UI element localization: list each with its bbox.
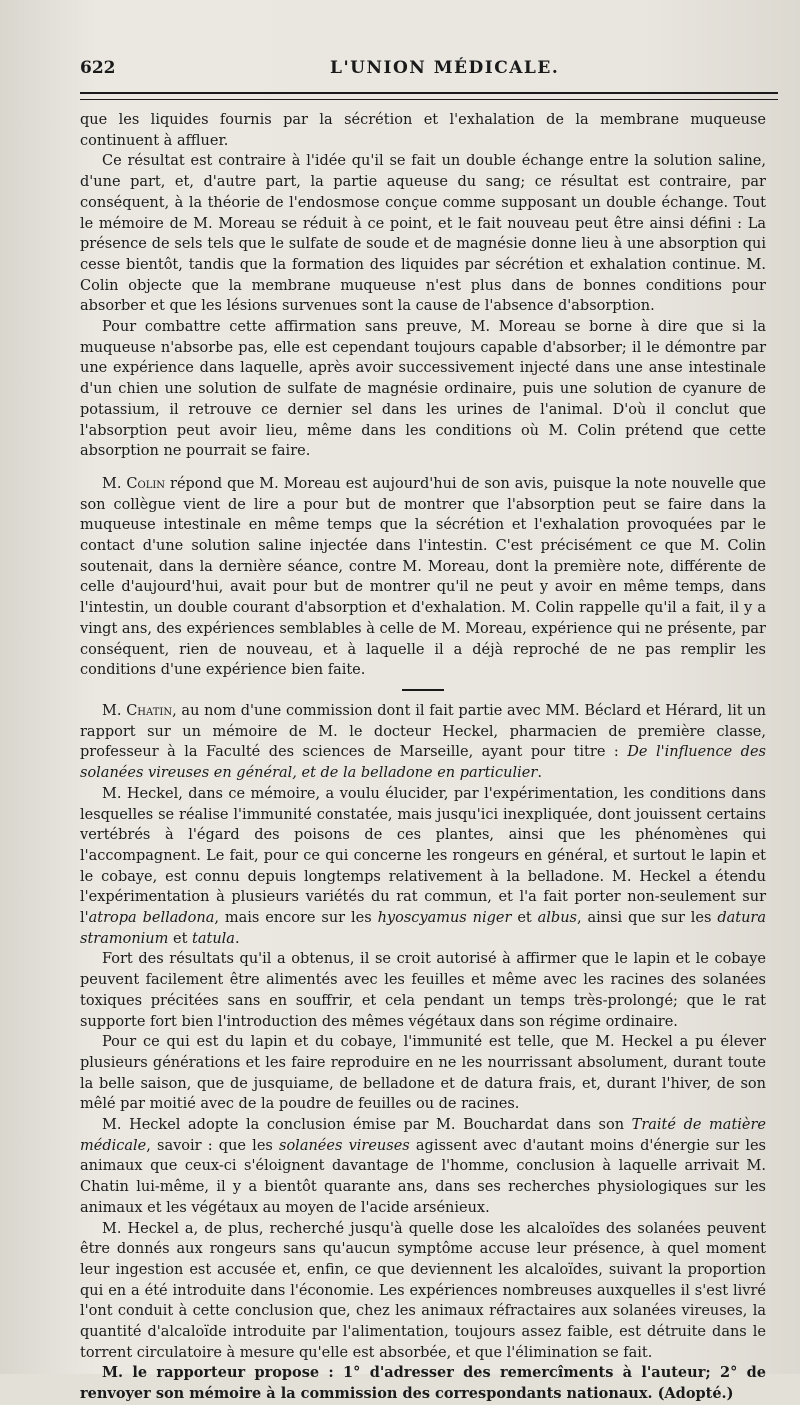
plant-name: datura stramonium [80,910,766,947]
running-title: L'UNION MÉDICALE. [330,58,560,78]
page-number: 622 [80,58,116,78]
paragraph-text: et [511,910,538,927]
plant-name: solanées vireuses [279,1137,410,1154]
speaker-name: Chatin [126,702,173,719]
paragraph [80,1115,766,1219]
page-header [80,58,766,88]
paragraph-text: . [234,930,240,947]
paragraph-gap [80,462,766,474]
plant-name: tatula [192,930,235,947]
plant-name: albus [537,910,577,927]
section-separator [402,689,444,691]
paragraph: Ce résultat est contraire à l'idée qu'il se fait un double échange entre la solution saline, d'une part, et, d'autre part, la partie aqueuse du sang; ce résultat est contraire, par conséquent, à la théorie de l'endosmose conçue comme supposant un double échange. Tout le mémoire de M. Moreau se réduit à ce point, et le fait nouveau peut être ainsi défini : La présence de sels tels que le sulfate de soude et de magnésie donne lieu à une absorption qui cesse bientôt, tandis que la formation des liquides par sécrétion et exhalation continue. M. Colin objecte que la membrane muqueuse n'est plus dans de bonnes conditions pour absorber et que les lésions survenues sont la cause de l'absence d'absorption. [80,153,766,315]
paragraph: M. Heckel a, de plus, recherché jusqu'à quelle dose les alcaloïdes des solanées peuvent être donnés aux rongeurs sans qu'aucun symptôme accuse leur présence, à quel moment leur ingestion est accusée et, enfin, ce que deviennent les alcaloïdes, suivant la proportion qui en a été introduite dans l'économie. Les expériences nombreuses auxquelles il s'est livré l'ont conduit à cette conclusion que, chez les animaux réfractaires aux solanées vireuses, la quantité d'alcaloïde introduite par l'alimentation, toujours assez faible, est détruite dans le torrent circulatoire à mesure qu'elle est absorbée, et que l'élimination se fait. [80,1220,766,1361]
paragraph: Fort des résultats qu'il a obtenus, il se croit autorisé à affirmer que le lapin et le cobaye peuvent facilement être alimentés avec les feuilles et même avec les racines des solanées toxiques précitées sans en souffrir, et cela pendant un temps très-prolongé; que le rat supporte fort bien l'introduction des mêmes végétaux dans son régime ordinaire. [80,951,766,1030]
book-title: Traité de matière médicale [80,1117,767,1154]
paragraph-colin: M. Colin répond que M. Moreau est aujourd'hui de son avis, puisque la note nouvelle que son collègue vient de lire a pour but de montrer que l'absorption peut se faire dans la muqueuse intestinale en même temps que la sécrétion et l'exhalation provoquées par le contact d'une solution saline injectée dans l'intestin. C'est précisément ce que M. Colin soutenait, dans la dernière séance, contre M. Moreau, dont la première note, différente de celle d'aujourd'hui, avait pour but de montrer qu'il ne peut y avoir en même temps, dans l'intestin, un double courant d'absorption et d'exhalation. M. Colin rappelle qu'il a fait, il y a vingt ans, des expériences semblables à celle de M. Moreau, expérience qui ne présente, par conséquent, rien de nouveau, et à laquelle il a déjà reproché de ne pas remplir les conditions d'une expérience bien faite. [80,475,766,679]
article-body [80,110,766,1405]
memoir-title: De l'influence des solanées vireuses en général, et de la belladone en particulier [80,744,766,782]
paragraph: que les liquides fournis par la sécrétion et l'exhalation de la membrane muqueuse continuent à affluer. [80,112,766,149]
paragraph-chatin: M. Chatin, au nom d'une commission dont il fait partie avec MM. Béclard et Hérard, lit un rapport sur un mémoire de M. le docteur Heckel, pharmacien de première classe, professeur à la Faculté des sciences de Marseille, ayant pour titre : De l'influence des solanées vireuses en général, et de la belladone en particulier. [80,702,766,782]
paragraph-text: , au nom d'une commission dont il fait partie avec MM. Béclard et Hérard, lit un rapport sur un mémoire de M. le docteur Heckel, pharmacien de première classe, professeur à la Faculté des sciences de Marseille, ayant pour titre : [80,702,766,761]
paragraph [80,784,766,950]
speaker-name: Colin [126,475,166,492]
paragraph-text: , savoir : que les [146,1137,280,1154]
paragraph-conclusion: M. le rapporteur propose : 1° d'adresser des remercîments à l'auteur; 2° de renvoyer son mémoire à la commission des correspondants nationaux. (Adopté.) [80,1364,766,1403]
paragraph: Pour ce qui est du lapin et du cobaye, l'immunité est telle, que M. Heckel a pu élever plusieurs générations et les faire reproduire en ne les nourrissant absolument, durant toute la belle saison, que de jusquiame, de belladone et de datura frais, et, durant l'hiver, de son mêlé par moitié avec de la poudre de feuilles ou de racines. [80,1034,766,1113]
paragraph-text: répond que M. Moreau est aujourd'hui de son avis, puisque la note nouvelle que son collègue vient de lire a pour but de montrer que l'absorption peut se faire dans la muqueuse intestinale en même temps que la sécrétion et l'exhalation provoquées par le contact d'une solution saline injectée dans l'intestin. C'est précisément ce que M. Colin soutenait, dans la dernière séance, contre M. Moreau, dont la première note, différente de celle d'aujourd'hui, avait pour but de montrer qu'il ne peut y avoir en même temps, dans l'intestin, un double courant d'absorption et d'exhalation. M. Colin rappelle qu'il a fait, il y a vingt ans, des expériences semblables à celle de M. Moreau, expérience qui ne présente, par conséquent, rien de nouveau, et à laquelle il a déjà reproché de ne pas remplir les conditions d'une expérience bien faite. [80,475,766,679]
plant-name: hyoscyamus niger [377,910,512,927]
paragraph-text: agissent avec d'autant moins d'énergie sur les animaux que ceux-ci s'éloignent davantage de l'homme, conclusion à laquelle arrivait M. Chatin lui-même, il y a bientôt quarante ans, dans ses recherches physiologiques sur les animaux et les végétaux au moyen de l'acide arsénieux. [80,1137,766,1216]
paragraph-text: . [537,765,542,782]
header-rule [80,92,778,100]
plant-name: atropa belladona [88,910,215,927]
paragraph-text: , mais encore sur les [214,910,378,927]
paragraph: Pour combattre cette affirmation sans preuve, M. Moreau se borne à dire que si la muqueuse n'absorbe pas, elle est cependant toujours capable d'absorber; il le démontre par une expérience dans laquelle, après avoir successivement injecté dans une anse intestinale d'un chien une solution de sulfate de magnésie ordinaire, puis une solution de cyanure de potassium, il retrouve ce dernier sel dans les urines de l'animal. D'où il conclut que l'absorption peut avoir lieu, même dans les conditions où M. Colin prétend que cette absorption ne pourrait se faire. [80,319,766,460]
paragraph-text: , ainsi que sur les [576,910,718,927]
paragraph-text: M. Heckel adopte la conclusion émise par M. Bouchardat dans son [102,1117,632,1134]
paragraph-text: M. Heckel, dans ce mémoire, a voulu élucider, par l'expérimentation, les conditions dans lesquelles se réalise l'immunité constatée, mais jusqu'ici inexpliquée, dont jouissent certains vertébrés à l'égard des poisons de ces plantes, ainsi que les phénomènes qui l'accompagnent. Le fait, pour ce qui concerne les rongeurs en général, et surtout le lapin et le cobaye, est connu depuis longtemps relativement à la belladone. M. Heckel a étendu l'expérimentation à plusieurs variétés du rat commun, et l'a fait porter non-seulement sur l' [80,785,766,927]
paragraph-text: et [168,930,193,947]
